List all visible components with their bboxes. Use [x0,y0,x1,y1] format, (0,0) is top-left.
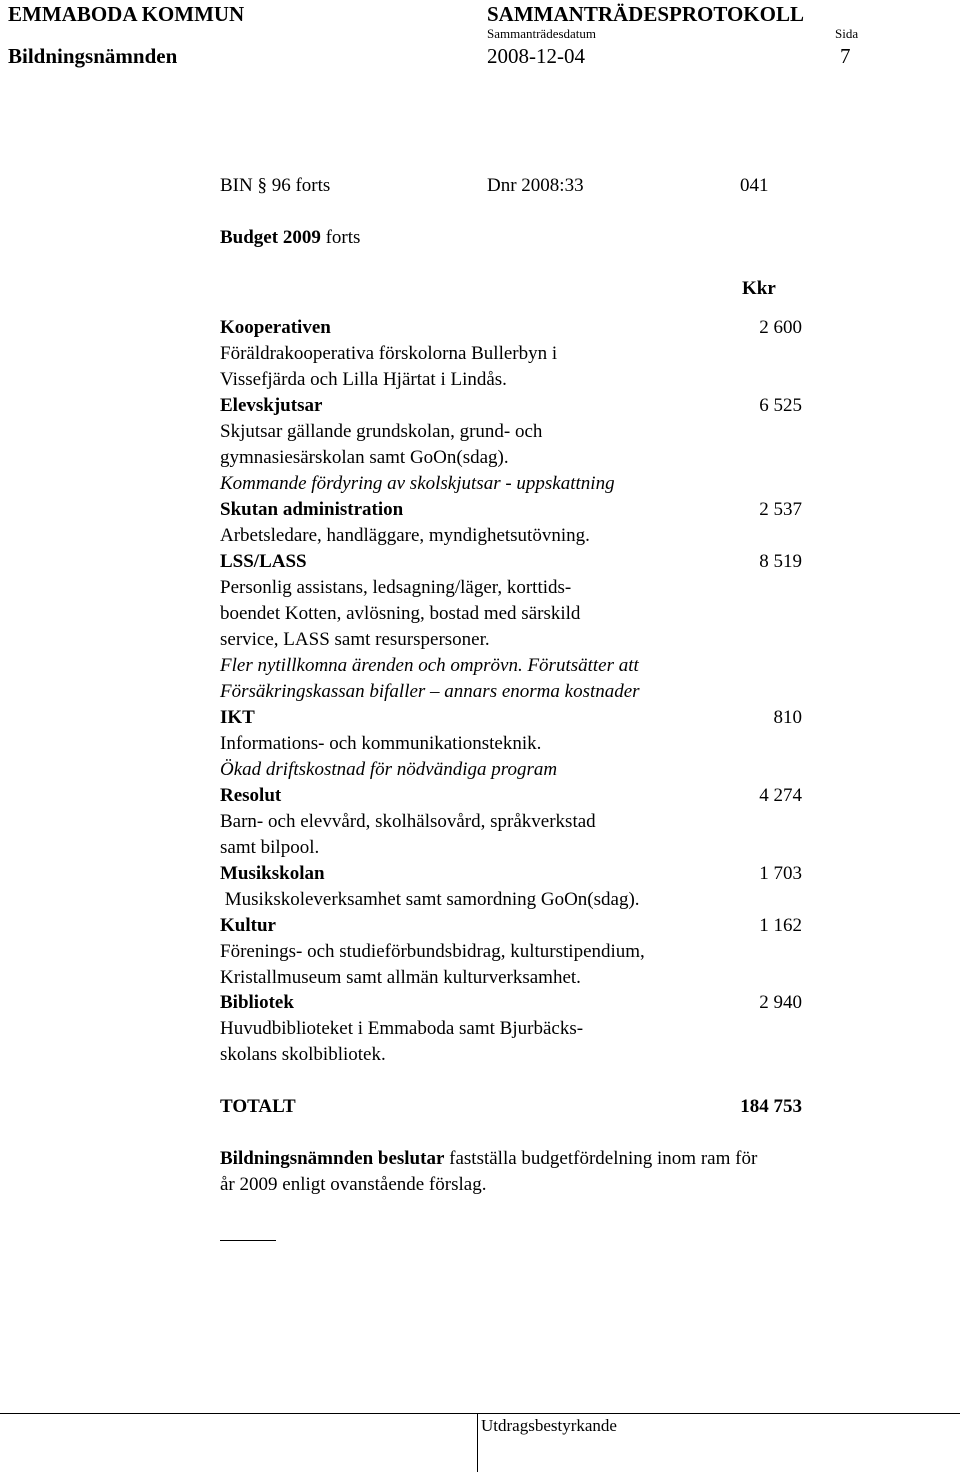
item-title-lss: LSS/LASS [220,551,307,572]
item-desc: Arbetsledare, handläggare, myndighetsutövning. [220,525,590,546]
item-desc: Musikskoleverksamhet samt samordning GoOn(sdag). [220,889,640,910]
org-name: EMMABODA KOMMUN [8,2,245,26]
footer-certification-label: Utdragsbestyrkande [481,1416,617,1435]
item-amount-kultur: 1 162 [759,915,802,936]
page-label: Sida [835,26,859,41]
decision-bold: Bildningsnämnden beslutar [220,1148,445,1169]
item-desc: gymnasiesärskolan samt GoOn(sdag). [220,447,509,468]
total-amount: 184 753 [740,1096,802,1117]
item-desc: Kristallmuseum samt allmän kulturverksamhet. [220,967,581,988]
subject [220,226,360,250]
case-dnr: Dnr 2008:33 [487,175,584,196]
item-amount-musikskolan: 1 703 [759,863,802,884]
document-type: SAMMANTRÄDESPROTOKOLL [487,2,804,26]
item-desc: Informations- och kommunikationsteknik. [220,733,542,754]
decision-line-2: år 2009 enligt ovanstående förslag. [220,1174,487,1195]
item-desc: service, LASS samt resurspersoner. [220,629,490,650]
item-desc: Huvudbiblioteket i Emmaboda samt Bjurbäcks- [220,1018,584,1039]
item-title-skutan: Skutan administration [220,499,404,520]
item-note: Försäkringskassan bifaller – annars enorma kostnader [220,681,640,702]
item-title-ikt: IKT [220,707,255,728]
footer-divider [477,1413,478,1472]
item-note: Fler nytillkomna ärenden och omprövn. Förutsätter att [220,655,639,676]
item-amount-elevskjutsar: 6 525 [759,395,802,416]
item-desc: Skjutsar gällande grundskolan, grund- och [220,421,543,442]
item-amount-resolut: 4 274 [759,785,802,806]
footer-rule-left [0,1413,477,1414]
item-desc: Förenings- och studieförbundsbidrag, kulturstipendium, [220,941,645,962]
item-title-kooperativen: Kooperativen [220,317,331,338]
item-desc: skolans skolbibliotek. [220,1044,386,1065]
section-end-rule [220,1240,276,1241]
page-number: 7 [840,44,851,68]
item-title-bibliotek: Bibliotek [220,992,294,1013]
item-desc: Barn- och elevvård, skolhälsovård, språkverkstad [220,811,596,832]
item-title-elevskjutsar: Elevskjutsar [220,395,323,416]
item-amount-kooperativen: 2 600 [759,317,802,338]
decision-rest: fastställa budgetfördelning inom ram för [444,1148,758,1169]
item-desc: Personlig assistans, ledsagning/läger, korttids- [220,577,572,598]
case-code: 041 [740,175,769,196]
board-name: Bildningsnämnden [8,44,178,68]
item-title-musikskolan: Musikskolan [220,863,325,884]
footer-rule-right [477,1413,960,1414]
item-amount-skutan: 2 537 [759,499,802,520]
meeting-date-label: Sammanträdesdatum [487,26,597,41]
item-desc: Vissefjärda och Lilla Hjärtat i Lindås. [220,369,507,390]
subject-rest: forts [320,227,361,248]
decision-line-1 [220,1147,757,1171]
item-note: Kommande fördyring av skolskjutsar - uppskattning [220,473,615,494]
item-amount-ikt: 810 [773,707,802,728]
item-desc: Föräldrakooperativa förskolorna Bullerbyn i [220,343,558,364]
item-desc: samt bilpool. [220,837,320,858]
item-note: Ökad driftskostnad för nödvändiga program [220,759,558,780]
subject-bold: Budget 2009 [220,227,321,248]
item-amount-bibliotek: 2 940 [759,992,802,1013]
item-title-kultur: Kultur [220,915,276,936]
case-paragraph: BIN § 96 forts [220,175,331,196]
unit-heading: Kkr [742,278,776,299]
item-title-resolut: Resolut [220,785,282,806]
item-desc: boendet Kotten, avlösning, bostad med särskild [220,603,581,624]
item-amount-lss: 8 519 [759,551,802,572]
meeting-date: 2008-12-04 [487,44,585,68]
total-label: TOTALT [220,1096,296,1117]
